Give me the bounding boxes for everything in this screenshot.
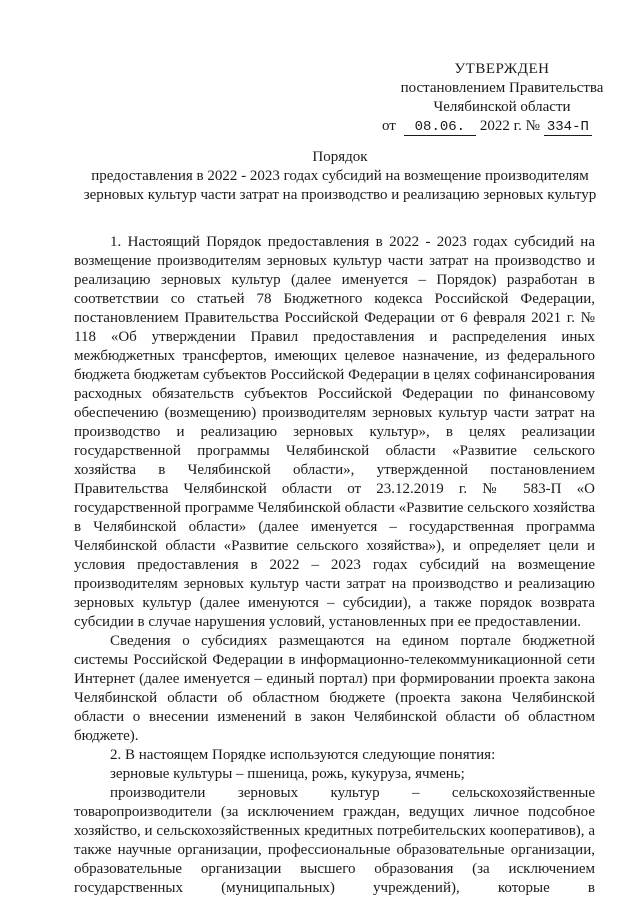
approval-date: 08.06. bbox=[404, 120, 476, 136]
approval-block bbox=[382, 60, 622, 136]
paragraph-2: Сведения о субсидиях размещаются на едином портале бюджетной системы Российской Федерации в информационно-телекоммуникационной сети Интернет (далее именуется – единый портал) при формировании проекта закона Челябинской области об областном бюджете (проекта закона Челябинской области о внесении изменений в закон Челябинской области об областном бюджете). bbox=[74, 633, 595, 744]
paragraph-3: 2. В настоящем Порядке используются следующие понятия: bbox=[110, 747, 496, 763]
approval-line-1: постановлением Правительства bbox=[400, 80, 604, 96]
year-part: 2022 г. № bbox=[479, 118, 540, 134]
heading-subtitle: предоставления в 2022 - 2023 годах субсидий на возмещение производителям зерновых культур части затрат на производство и реализацию зерновых культур bbox=[83, 168, 597, 203]
approval-title: УТВЕРЖДЕН bbox=[454, 61, 550, 77]
paragraph-4: зерновые культуры – пшеница, рожь, кукуруза, ячмень; bbox=[110, 766, 465, 782]
approval-number: 334-П bbox=[544, 120, 592, 136]
approval-date-line bbox=[382, 117, 622, 136]
heading-title: Порядок bbox=[312, 149, 368, 165]
document-heading bbox=[60, 148, 620, 205]
paragraph-5: производители зерновых культур – сельскохозяйственные товаропроизводители (за исключением граждан, ведущих личное подсобное хозяйство, и сельскохозяйственных кредитных потребительских кооперативов), а также научные организации, профессиональные образовательные организации, образовательные организации высшего образования (за исключением государственных (муниципальных) учреждений), которые в bbox=[74, 785, 595, 896]
document-body bbox=[74, 233, 595, 898]
approval-line-2: Челябинской области bbox=[433, 99, 571, 115]
date-prefix: от bbox=[382, 118, 396, 134]
paragraph-1: 1. Настоящий Порядок предоставления в 2022 - 2023 годах субсидий на возмещение производителям зерновых культур части затрат на производство и реализацию зерновых культур (далее именуется – Порядок) разработан в соответствии со статьей 78 Бюджетного кодекса Российской Федерации, постановлением Правительства Российской Федерации от 6 февраля 2021 г. № 118 «Об утверждении Правил предоставления и распределения иных межбюджетных трансфертов, имеющих целевое назначение, из федерального бюджета бюджетам субъектов Российской Федерации в целях софинансирования расходных обязательств субъектов Российской Федерации по финансовому обеспечению (возмещению) производителям зерновых культур части затрат на производство и реализацию зерновых культур», в целях реализации государственной программы Челябинской области «Развитие сельского хозяйства в Челябинской области», утвержденной постановлением Правительства Челябинской области от 23.12.2019 г. № 583-П «О государственной программе Челябинской области «Развитие сельского хозяйства в Челябинской области» (далее именуется – государственная программа Челябинской области «Развитие сельского хозяйства»), и определяет цели и условия предоставления в 2022 – 2023 годах субсидий на возмещение производителям зерновых культур части затрат на производство и реализацию зерновых культур (далее именуются – субсидии), а также порядок возврата субсидии в случае нарушения условий, установленных при ее предоставлении. bbox=[74, 234, 595, 630]
